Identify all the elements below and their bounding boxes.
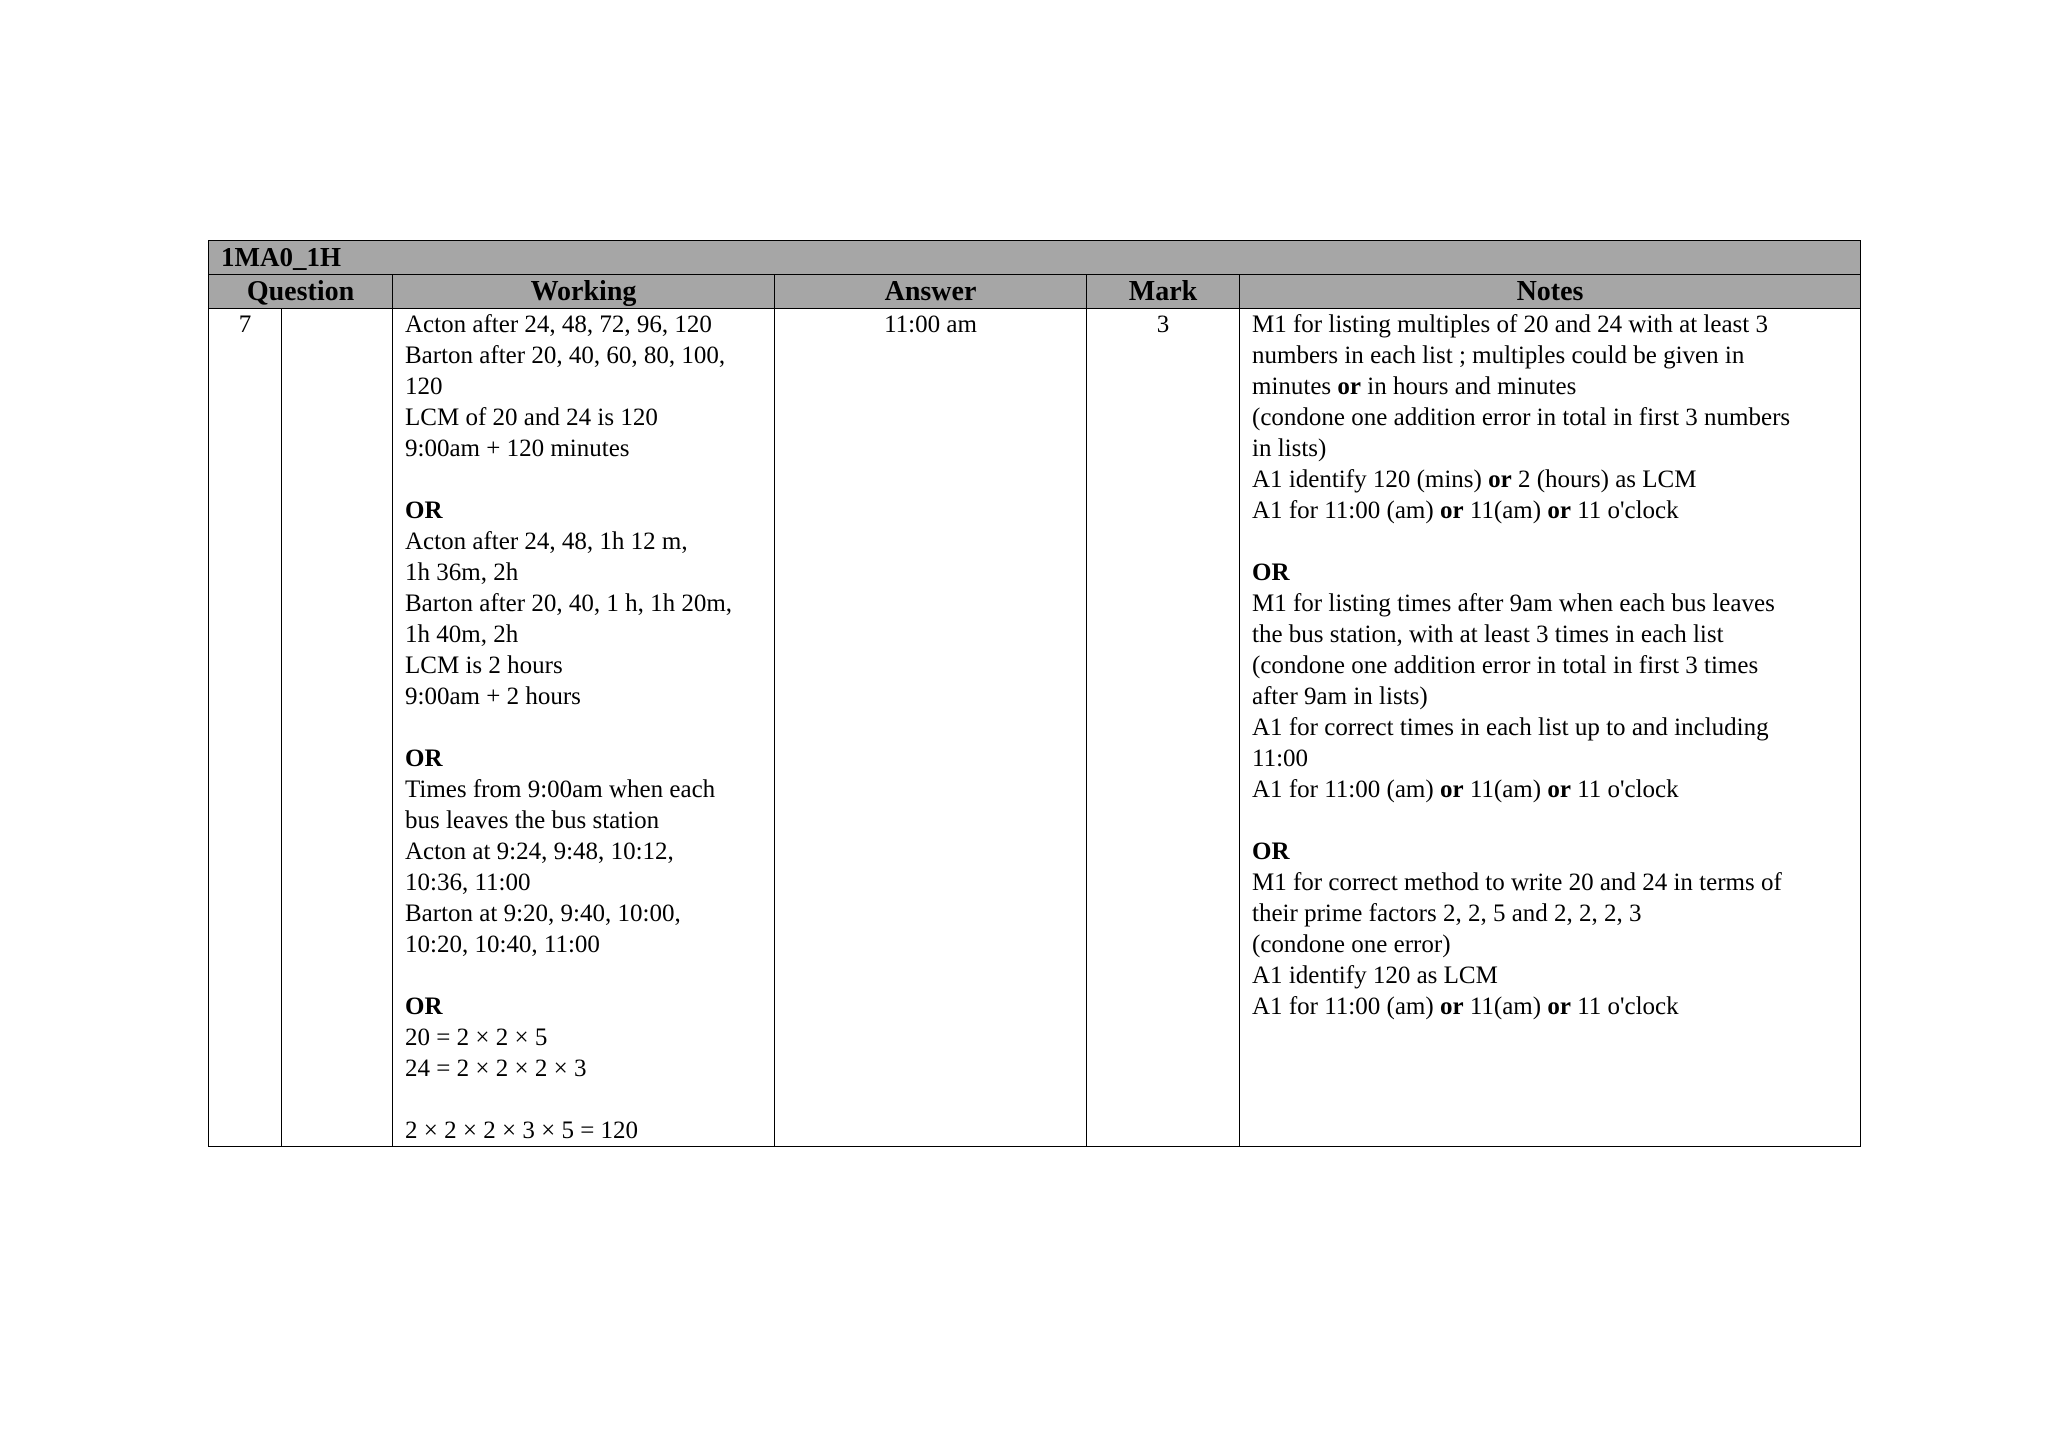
working-blank-line [405, 1084, 762, 1115]
working-blank-line [405, 960, 762, 991]
working-line: 20 = 2 × 2 × 5 [405, 1024, 548, 1051]
header-working: Working [393, 275, 775, 309]
answer-cell: 11:00 am [775, 309, 1087, 1147]
notes-line: A1 for 11:00 (am) or 11(am) or 11 o'clock [1252, 497, 1679, 524]
working-blank-line [405, 712, 762, 743]
mark-scheme-table [208, 240, 1861, 1147]
working-line: 24 = 2 × 2 × 2 × 3 [405, 1055, 587, 1082]
working-line: OR [405, 497, 443, 524]
notes-line: M1 for correct method to write 20 and 24 in terms of [1252, 869, 1782, 896]
working-line: 120 [405, 373, 443, 400]
working-line: Acton after 24, 48, 72, 96, 120 [405, 311, 712, 338]
working-line: 1h 36m, 2h [405, 559, 519, 586]
working-line: Barton after 20, 40, 1 h, 1h 20m, [405, 590, 733, 617]
notes-line: OR [1252, 559, 1290, 586]
working-blank-line [405, 464, 762, 495]
header-answer: Answer [775, 275, 1087, 309]
header-notes: Notes [1240, 275, 1861, 309]
notes-line: 11:00 [1252, 745, 1309, 772]
working-line: Times from 9:00am when each [405, 776, 716, 803]
table-title: 1MA0_1H [209, 241, 1861, 275]
working-line: 1h 40m, 2h [405, 621, 519, 648]
header-row [209, 275, 1861, 309]
header-mark: Mark [1087, 275, 1240, 309]
notes-blank-line [1252, 805, 1848, 836]
notes-line: (condone one addition error in total in first 3 numbers [1252, 404, 1791, 431]
working-line: Barton after 20, 40, 60, 80, 100, [405, 342, 726, 369]
notes-line: (condone one addition error in total in first 3 times [1252, 652, 1759, 679]
notes-line: M1 for listing times after 9am when each bus leaves [1252, 590, 1775, 617]
notes-line: A1 identify 120 as LCM [1252, 962, 1498, 989]
title-row [209, 241, 1861, 275]
notes-line: the bus station, with at least 3 times in each list [1252, 621, 1724, 648]
working-line: LCM of 20 and 24 is 120 [405, 404, 658, 431]
question-sub-part [282, 309, 393, 1147]
notes-line: A1 for correct times in each list up to and including [1252, 714, 1769, 741]
notes-line: M1 for listing multiples of 20 and 24 with at least 3 [1252, 311, 1768, 338]
notes-blank-line [1252, 526, 1848, 557]
table-row [209, 309, 1861, 1147]
working-line: OR [405, 993, 443, 1020]
notes-line: in lists) [1252, 435, 1327, 462]
notes-line: their prime factors 2, 2, 5 and 2, 2, 2, 3 [1252, 900, 1642, 927]
working-line: OR [405, 745, 443, 772]
notes-line: A1 identify 120 (mins) or 2 (hours) as LCM [1252, 466, 1697, 493]
header-question: Question [209, 275, 393, 309]
notes-line: A1 for 11:00 (am) or 11(am) or 11 o'clock [1252, 776, 1679, 803]
question-number: 7 [209, 309, 282, 1147]
notes-line: numbers in each list ; multiples could be given in [1252, 342, 1745, 369]
notes-line: (condone one error) [1252, 931, 1451, 958]
working-line: 10:20, 10:40, 11:00 [405, 931, 600, 958]
notes-line: OR [1252, 838, 1290, 865]
notes-line: minutes or in hours and minutes [1252, 373, 1577, 400]
mark-cell: 3 [1087, 309, 1240, 1147]
working-line: bus leaves the bus station [405, 807, 660, 834]
notes-line: after 9am in lists) [1252, 683, 1428, 710]
notes-line: A1 for 11:00 (am) or 11(am) or 11 o'clock [1252, 993, 1679, 1020]
working-line: 10:36, 11:00 [405, 869, 531, 896]
working-line: LCM is 2 hours [405, 652, 563, 679]
notes-cell [1240, 309, 1861, 1147]
working-line: Acton after 24, 48, 1h 12 m, [405, 528, 688, 555]
working-line: 2 × 2 × 2 × 3 × 5 = 120 [405, 1117, 639, 1144]
working-line: Barton at 9:20, 9:40, 10:00, [405, 900, 681, 927]
working-line: Acton at 9:24, 9:48, 10:12, [405, 838, 674, 865]
working-line: 9:00am + 2 hours [405, 683, 581, 710]
working-cell [393, 309, 775, 1147]
working-line: 9:00am + 120 minutes [405, 435, 630, 462]
